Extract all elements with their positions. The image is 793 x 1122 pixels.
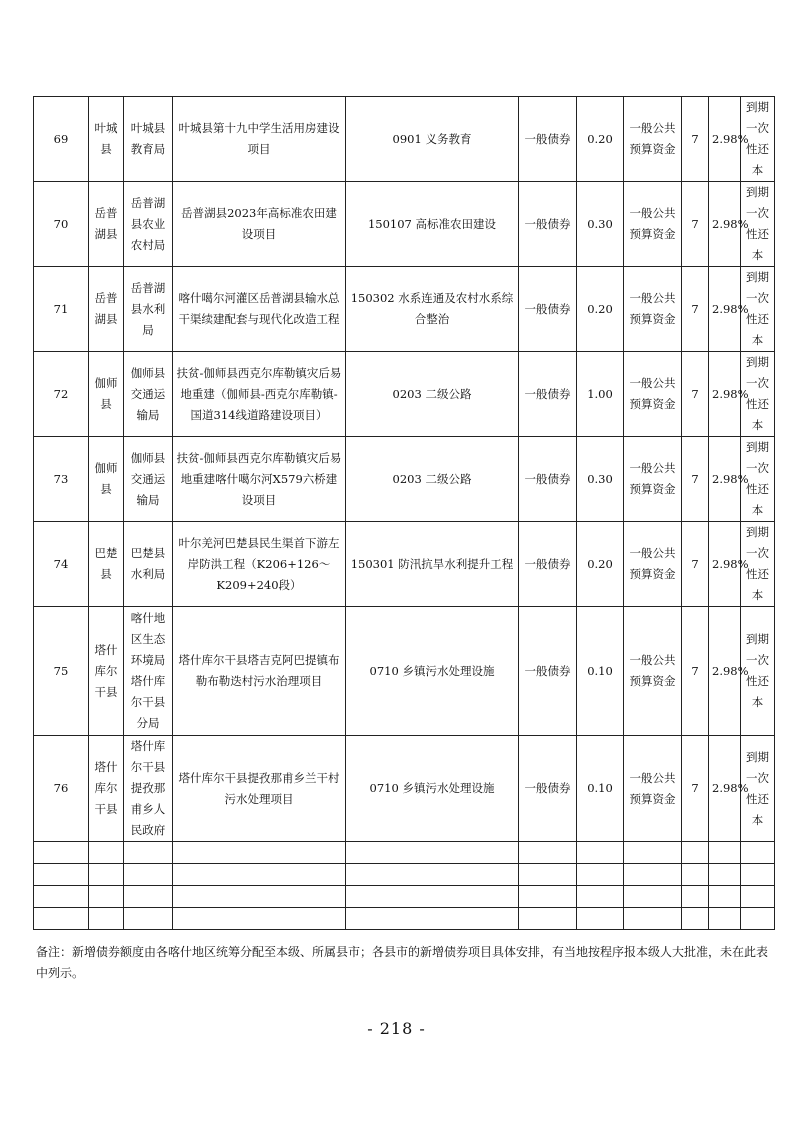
amount-cell: 0.30 — [577, 437, 624, 522]
row-number: 70 — [34, 182, 89, 267]
empty-table-row — [34, 842, 775, 864]
table-row — [34, 182, 775, 267]
table-row — [34, 736, 775, 842]
amount-cell: 0.30 — [577, 182, 624, 267]
department-cell: 伽师县交通运输局 — [124, 437, 173, 522]
fund-source-cell: 一般公共预算资金 — [624, 736, 682, 842]
county-cell: 伽师县 — [89, 352, 124, 437]
empty-table-row — [34, 886, 775, 908]
amount-cell: 0.20 — [577, 97, 624, 182]
repayment-cell: 到期一次性还本 — [741, 267, 775, 352]
bond-type-cell: 一般债券 — [519, 736, 577, 842]
row-number: 72 — [34, 352, 89, 437]
interest-rate-cell: 2.98% — [709, 736, 741, 842]
table-footnote: 备注：新增债券额度由各喀什地区统筹分配至本级、所属县市；各县市的新增债券项目具体安排，有当地按程序报本级人大批准，未在此表中列示。 — [36, 945, 769, 980]
fund-source-cell: 一般公共预算资金 — [624, 182, 682, 267]
row-number: 69 — [34, 97, 89, 182]
county-cell: 巴楚县 — [89, 522, 124, 607]
project-name-cell: 叶城县第十九中学生活用房建设项目 — [173, 97, 346, 182]
row-number: 73 — [34, 437, 89, 522]
interest-rate-cell: 2.98% — [709, 522, 741, 607]
category-cell: 0203 二级公路 — [346, 437, 519, 522]
amount-cell: 0.20 — [577, 522, 624, 607]
county-cell: 伽师县 — [89, 437, 124, 522]
table-row — [34, 267, 775, 352]
interest-rate-cell: 2.98% — [709, 352, 741, 437]
amount-cell: 0.10 — [577, 736, 624, 842]
repayment-cell: 到期一次性还本 — [741, 97, 775, 182]
department-cell: 岳普湖县水利局 — [124, 267, 173, 352]
row-number: 71 — [34, 267, 89, 352]
department-cell: 喀什地区生态环境局塔什库尔干县分局 — [124, 607, 173, 736]
county-cell: 岳普湖县 — [89, 182, 124, 267]
category-cell: 150107 高标准农田建设 — [346, 182, 519, 267]
table-row — [34, 437, 775, 522]
term-cell: 7 — [682, 267, 709, 352]
fund-source-cell: 一般公共预算资金 — [624, 437, 682, 522]
row-number: 76 — [34, 736, 89, 842]
page-number: - 218 - — [367, 1019, 426, 1038]
bond-type-cell: 一般债券 — [519, 352, 577, 437]
county-cell: 岳普湖县 — [89, 267, 124, 352]
amount-cell: 0.10 — [577, 607, 624, 736]
interest-rate-cell: 2.98% — [709, 437, 741, 522]
repayment-cell: 到期一次性还本 — [741, 522, 775, 607]
repayment-cell: 到期一次性还本 — [741, 352, 775, 437]
row-number: 74 — [34, 522, 89, 607]
debt-project-table — [33, 96, 775, 930]
department-cell: 巴楚县水利局 — [124, 522, 173, 607]
interest-rate-cell: 2.98% — [709, 607, 741, 736]
category-cell: 150301 防汛抗旱水利提升工程 — [346, 522, 519, 607]
county-cell: 塔什库尔干县 — [89, 736, 124, 842]
bond-type-cell: 一般债券 — [519, 267, 577, 352]
fund-source-cell: 一般公共预算资金 — [624, 97, 682, 182]
repayment-cell: 到期一次性还本 — [741, 437, 775, 522]
row-number: 75 — [34, 607, 89, 736]
project-name-cell: 塔什库尔干县塔吉克阿巴提镇布勒布勒迭村污水治理项目 — [173, 607, 346, 736]
category-cell: 0203 二级公路 — [346, 352, 519, 437]
bond-type-cell: 一般债券 — [519, 97, 577, 182]
fund-source-cell: 一般公共预算资金 — [624, 352, 682, 437]
table-row — [34, 97, 775, 182]
project-name-cell: 岳普湖县2023年高标准农田建设项目 — [173, 182, 346, 267]
term-cell: 7 — [682, 182, 709, 267]
term-cell: 7 — [682, 97, 709, 182]
table-row — [34, 607, 775, 736]
category-cell: 150302 水系连通及农村水系综合整治 — [346, 267, 519, 352]
empty-table-row — [34, 864, 775, 886]
category-cell: 0710 乡镇污水处理设施 — [346, 736, 519, 842]
department-cell: 塔什库尔干县提孜那甫乡人民政府 — [124, 736, 173, 842]
interest-rate-cell: 2.98% — [709, 267, 741, 352]
empty-table-row — [34, 908, 775, 930]
repayment-cell: 到期一次性还本 — [741, 736, 775, 842]
project-name-cell: 扶贫-伽师县西克尔库勒镇灾后易地重建喀什噶尔河X579六桥建设项目 — [173, 437, 346, 522]
county-cell: 叶城县 — [89, 97, 124, 182]
term-cell: 7 — [682, 607, 709, 736]
term-cell: 7 — [682, 437, 709, 522]
fund-source-cell: 一般公共预算资金 — [624, 267, 682, 352]
repayment-cell: 到期一次性还本 — [741, 607, 775, 736]
fund-source-cell: 一般公共预算资金 — [624, 522, 682, 607]
project-name-cell: 喀什噶尔河灌区岳普湖县输水总干渠续建配套与现代化改造工程 — [173, 267, 346, 352]
bond-type-cell: 一般债券 — [519, 182, 577, 267]
category-cell: 0901 义务教育 — [346, 97, 519, 182]
term-cell: 7 — [682, 736, 709, 842]
table-row — [34, 352, 775, 437]
bond-type-cell: 一般债券 — [519, 437, 577, 522]
fund-source-cell: 一般公共预算资金 — [624, 607, 682, 736]
amount-cell: 0.20 — [577, 267, 624, 352]
interest-rate-cell: 2.98% — [709, 97, 741, 182]
term-cell: 7 — [682, 352, 709, 437]
amount-cell: 1.00 — [577, 352, 624, 437]
project-name-cell: 叶尔羌河巴楚县民生渠首下游左岸防洪工程（K206+126～K209+240段） — [173, 522, 346, 607]
project-name-cell: 塔什库尔干县提孜那甫乡兰干村污水处理项目 — [173, 736, 346, 842]
category-cell: 0710 乡镇污水处理设施 — [346, 607, 519, 736]
county-cell: 塔什库尔干县 — [89, 607, 124, 736]
table-body — [34, 97, 775, 930]
bond-type-cell: 一般债券 — [519, 522, 577, 607]
department-cell: 伽师县交通运输局 — [124, 352, 173, 437]
department-cell: 叶城县教育局 — [124, 97, 173, 182]
interest-rate-cell: 2.98% — [709, 182, 741, 267]
table-row — [34, 522, 775, 607]
term-cell: 7 — [682, 522, 709, 607]
project-name-cell: 扶贫-伽师县西克尔库勒镇灾后易地重建（伽师县-西克尔库勒镇-国道314线道路建设项目） — [173, 352, 346, 437]
bond-type-cell: 一般债券 — [519, 607, 577, 736]
repayment-cell: 到期一次性还本 — [741, 182, 775, 267]
department-cell: 岳普湖县农业农村局 — [124, 182, 173, 267]
